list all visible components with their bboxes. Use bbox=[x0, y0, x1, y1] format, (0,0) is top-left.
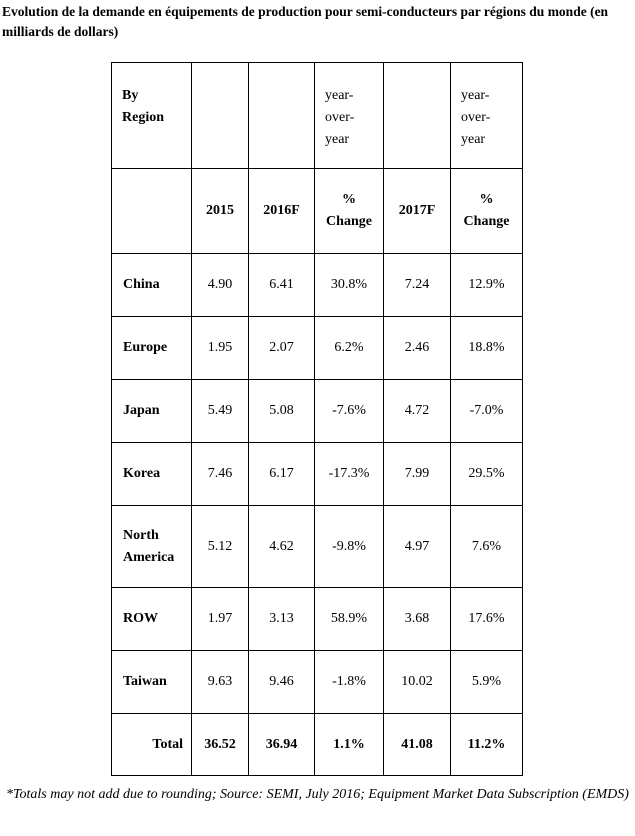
source-footnote: *Totals may not add due to rounding; Source: SEMI, July 2016; Equipment Market Data Subscription (EMDS) bbox=[6, 787, 629, 802]
change-2017: 29.5% bbox=[451, 443, 523, 506]
value-2016f: 6.17 bbox=[249, 443, 315, 506]
value-2016f: 2.07 bbox=[249, 317, 315, 380]
value-2016f: 4.62 bbox=[249, 506, 315, 588]
value-2017f: 4.72 bbox=[384, 380, 451, 443]
value-2017f: 4.97 bbox=[384, 506, 451, 588]
table-row bbox=[112, 443, 523, 506]
header-cell-empty bbox=[384, 63, 451, 169]
value-2016f: 6.41 bbox=[249, 254, 315, 317]
total-change-2017: 11.2% bbox=[451, 714, 523, 776]
header-row-top bbox=[112, 63, 523, 169]
value-2017f: 2.46 bbox=[384, 317, 451, 380]
table-row bbox=[112, 380, 523, 443]
header-cell-empty bbox=[249, 63, 315, 169]
region-cell: ROW bbox=[112, 588, 192, 651]
header-2016f: 2016F bbox=[249, 169, 315, 254]
document-title: Evolution de la demande en équipements de production pour semi-conducteurs par régions du monde (en milliards de dollars) bbox=[2, 4, 609, 39]
header-yoy-2017: year- over- year bbox=[451, 63, 523, 169]
total-row bbox=[112, 714, 523, 776]
change-2017: 5.9% bbox=[451, 651, 523, 714]
value-2015: 1.97 bbox=[192, 588, 249, 651]
change-2016: -7.6% bbox=[315, 380, 384, 443]
value-2016f: 3.13 bbox=[249, 588, 315, 651]
change-2016: -9.8% bbox=[315, 506, 384, 588]
value-2017f: 7.99 bbox=[384, 443, 451, 506]
value-2015: 1.95 bbox=[192, 317, 249, 380]
header-region-label: By Region bbox=[112, 63, 192, 169]
header-change-2016: % Change bbox=[315, 169, 384, 254]
table-row bbox=[112, 506, 523, 588]
value-2017f: 7.24 bbox=[384, 254, 451, 317]
value-2015: 5.49 bbox=[192, 380, 249, 443]
region-cell: China bbox=[112, 254, 192, 317]
region-cell: Japan bbox=[112, 380, 192, 443]
value-2015: 5.12 bbox=[192, 506, 249, 588]
change-2016: 58.9% bbox=[315, 588, 384, 651]
total-change-2016: 1.1% bbox=[315, 714, 384, 776]
region-cell: Korea bbox=[112, 443, 192, 506]
change-2016: -17.3% bbox=[315, 443, 384, 506]
table-row bbox=[112, 651, 523, 714]
table-row bbox=[112, 317, 523, 380]
change-2017: -7.0% bbox=[451, 380, 523, 443]
header-change-2017: % Change bbox=[451, 169, 523, 254]
change-2017: 7.6% bbox=[451, 506, 523, 588]
change-2017: 18.8% bbox=[451, 317, 523, 380]
header-yoy-2016: year- over- year bbox=[315, 63, 384, 169]
demand-by-region-table bbox=[111, 62, 523, 776]
header-2017f: 2017F bbox=[384, 169, 451, 254]
value-2017f: 3.68 bbox=[384, 588, 451, 651]
header-cell-empty bbox=[192, 63, 249, 169]
total-label: Total bbox=[112, 714, 192, 776]
header-cell-empty bbox=[112, 169, 192, 254]
total-2016f: 36.94 bbox=[249, 714, 315, 776]
region-cell: Taiwan bbox=[112, 651, 192, 714]
value-2016f: 5.08 bbox=[249, 380, 315, 443]
region-cell: North America bbox=[112, 506, 192, 588]
value-2017f: 10.02 bbox=[384, 651, 451, 714]
value-2015: 9.63 bbox=[192, 651, 249, 714]
region-cell: Europe bbox=[112, 317, 192, 380]
header-row-bottom bbox=[112, 169, 523, 254]
value-2016f: 9.46 bbox=[249, 651, 315, 714]
change-2016: 6.2% bbox=[315, 317, 384, 380]
change-2017: 12.9% bbox=[451, 254, 523, 317]
change-2016: -1.8% bbox=[315, 651, 384, 714]
value-2015: 7.46 bbox=[192, 443, 249, 506]
change-2016: 30.8% bbox=[315, 254, 384, 317]
total-2017f: 41.08 bbox=[384, 714, 451, 776]
change-2017: 17.6% bbox=[451, 588, 523, 651]
table-row bbox=[112, 588, 523, 651]
table-row bbox=[112, 254, 523, 317]
total-2015: 36.52 bbox=[192, 714, 249, 776]
value-2015: 4.90 bbox=[192, 254, 249, 317]
header-2015: 2015 bbox=[192, 169, 249, 254]
